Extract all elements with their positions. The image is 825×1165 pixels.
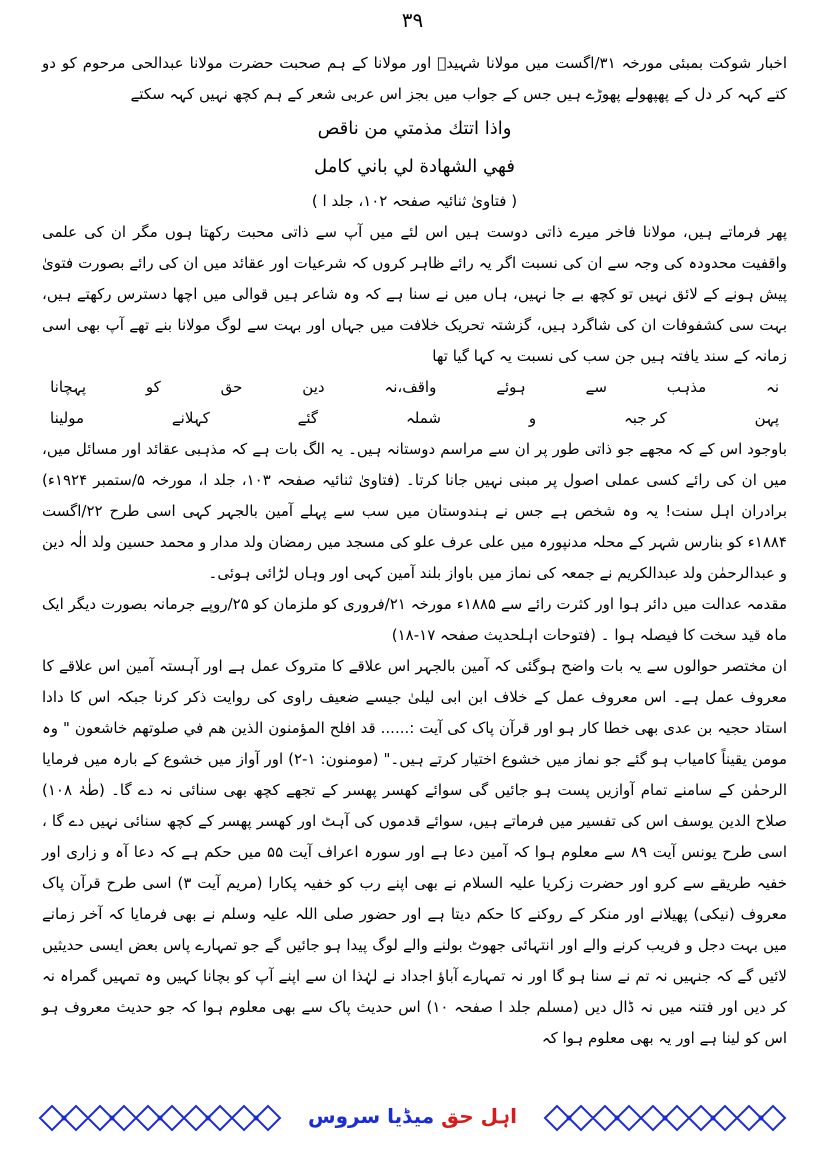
poem-word: شملہ <box>405 409 441 427</box>
paragraph-molana-fakhir: پھر فرماتے ہیں، مولانا فاخر میرے ذاتی دوست ہیں اس لئے میں آپ سے ذاتی محبت رکھتا ہوں مگر ان کی علمی واقفیت محدودہ کی وجہ سے ان کی نسبت اگر یہ رائے ظاہر کروں کہ شرعیات اور عقائد میں ان کی رائے بصورت فتویٰ پیش ہونے کے لائق نہیں تو کچھ بے جا نہیں، ہاں میں نے سنا ہے کہ وہ شاعر ہیں قوالی میں اچھا دسترس رکھتے ہیں، بہت سی کشفوفات ان کی شاگرد ہیں، گزشتہ تحریک خلافت میں جہاں اور بہت سے لوگ مولانا بنے تھے آپ بھی اسی زمانہ کے سند یافتہ ہیں جن سب کی نسبت یہ کہا گیا تھا <box>42 223 787 365</box>
page-number: ۳۹ <box>401 8 424 32</box>
poem-word: پہن <box>754 409 779 427</box>
poem-word: مذہب <box>666 378 707 396</box>
page-body <box>42 48 787 1054</box>
poem-word: واقف،نہ <box>384 378 437 396</box>
reference-fatawa-1: ( فتاویٰ ثنائیہ صفحہ ۱۰۲، جلد ا ) <box>311 192 518 210</box>
arabic-verse-line-1: واذا اتتك مذمتي من ناقص <box>317 118 512 139</box>
paragraph-conclusion: ان مختصر حوالوں سے یہ بات واضح ہوگئی کہ آمین بالجہر اس علاقے کا متروک عمل ہے اور آہستہ آمین اس علاقے کا معروف عمل ہے۔ اس معروف عمل کے خلاف ابن ابی لیلیٰ جیسے ضعیف راوی کی روایت ذکر کرنا جبکہ اس کا دادا استاد حجیہ بن عدی بھی خطا کار ہو اور قرآن پاک کی آیت :...... قد افلح المؤمنون الذين هم في صلوتهم خاشعون " وہ مومن یقیناً کامیاب ہو گئے جو نماز میں خشوع اختیار کرتے ہیں۔" (مومنون: ۱-۲) اور آواز میں خشوع کے بارہ میں فرمایا الرحمٰن کے سامنے تمام آوازیں پست ہو جائیں گی سوائے کھسر پھسر کے تجھے کچھ بھی سنائی نہ دے گا۔ (طٰہٰ ۱۰۸) صلاح الدین یوسف اس کی تفسیر میں فرماتے ہیں، سوائے قدموں کی آہٹ اور کھسر پھسر کے کچھ سنائی نہیں دے گا ، اسی طرح یونس آیت ۸۹ سے معلوم ہوا کہ آمین دعا ہے اور سورہ اعراف آیت ۵۵ میں حکم ہے کہ دعا آہ و زاری اور خفیہ طریقے سے کرو اور حضرت زکریا علیہ السلام نے بھی اپنے رب کو خفیہ پکارا (مریم آیت ۳) اسی طرح قرآن پاک معروف (نیکی) پھیلانے اور منکر کے روکنے کا حکم دیتا ہے اور حضور صلی اللہ علیہ وسلم نے بھی فرمایا کہ آخر زمانے میں بہت دجل و فریب کرنے والے اور انتہائی جھوٹ بولنے والے لوگ پیدا ہو جائیں گے جو تمہارے پاس بعض ایسی حدیثیں لائیں گے کہ جنہیں نہ تم نے سنا ہو گا اور نہ تمہارے آباؤ اجداد نے لہٰذا ان سے اپنے آپ کو بچانا کہیں وہ تمہیں گمراہ نہ کر دیں اور فتنہ میں نہ ڈال دیں (مسلم جلد ا صفحہ ۱۰) اس حدیث پاک سے بھی معلوم ہوا کہ جو حدیث معروف ہو اس کو لینا ہے اور یہ بھی معلوم ہوا کہ <box>42 657 787 1047</box>
poem-word: و <box>528 409 537 427</box>
poem-word: حق <box>220 378 243 396</box>
poem-word: پہچانا <box>50 378 87 396</box>
paragraph-court-case: مقدمہ عدالت میں دائر ہوا اور کثرت رائے سے ۱۸۸۵ء مورخہ ۲۱/فروری کو ملزمان کو ۲۵/روپے جرمانہ بصورت دیگر ایک ماہ قید سخت کا فیصلہ ہوا ۔ (فتوحات اہلحدیث صفحہ ۱۷-۱۸) <box>42 595 787 644</box>
poem-word: سے <box>585 378 607 396</box>
paragraph-intro: اخبار شوکت بمبئی مورخہ ۳۱/اگست میں مولانا شہیدؒ اور مولانا کے ہم صحبت حضرت مولانا عبدالحی مرحوم کو دو کتے کہہ کر دل کے پھپھولے پھوڑے ہیں جس کے جواب میں بجز اس عربی شعر کے ہم کچھ نہیں کہہ سکتے <box>42 54 787 103</box>
footer-text-blue: میڈیا سروس <box>307 1104 435 1128</box>
poem-word: کو <box>145 378 161 396</box>
footer-text-red: اہل حق <box>441 1104 518 1128</box>
poem-word: ہوئے <box>496 378 526 396</box>
poem-word: گئے <box>297 409 319 427</box>
poem-line-1 <box>50 372 779 403</box>
paragraph-amin-history: باوجود اس کے کہ مجھے جو ذاتی طور پر ان سے مراسم دوستانہ ہیں۔ یہ الگ بات ہے کہ مذہبی عقائد اور مسائل میں، میں ان کی رائے کسی عملی اصول پر مبنی نہیں جانا کرتا۔ (فتاویٰ ثنائیہ صفحہ ۱۰۳، جلد ا، مورخہ ۵/ستمبر ۱۹۲۴ء) برادران اہل سنت! یہ وہ شخص ہے جس نے ہندوستان میں سب سے پہلے آمین بالجہر کہی اسی طرح ۲۲/اگست ۱۸۸۴ء کو بنارس شہر کے محلہ مدنپورہ میں علی عرف علو کی مسجد میں رمضان ولد مدار و محمد حسین ولد الٰہ دین و عبدالرحمٰن ولد عبدالکریم نے جمعہ کی نماز میں باواز بلند آمین کہی اور وہاں لڑائی ہوئی۔ <box>42 440 787 582</box>
arabic-verse-line-2: فهي الشهادة لي باني كامل <box>314 156 515 177</box>
poem-word: دین <box>302 378 325 396</box>
poem-word: کہلانے <box>171 409 210 427</box>
poem-word: نہ <box>766 378 779 396</box>
poem-line-2 <box>50 403 779 434</box>
footer-publisher-text <box>0 1104 825 1128</box>
footer-banner <box>0 1098 825 1138</box>
poem-word: مولینا <box>50 409 84 427</box>
poem-word: کر جبہ <box>623 409 667 427</box>
